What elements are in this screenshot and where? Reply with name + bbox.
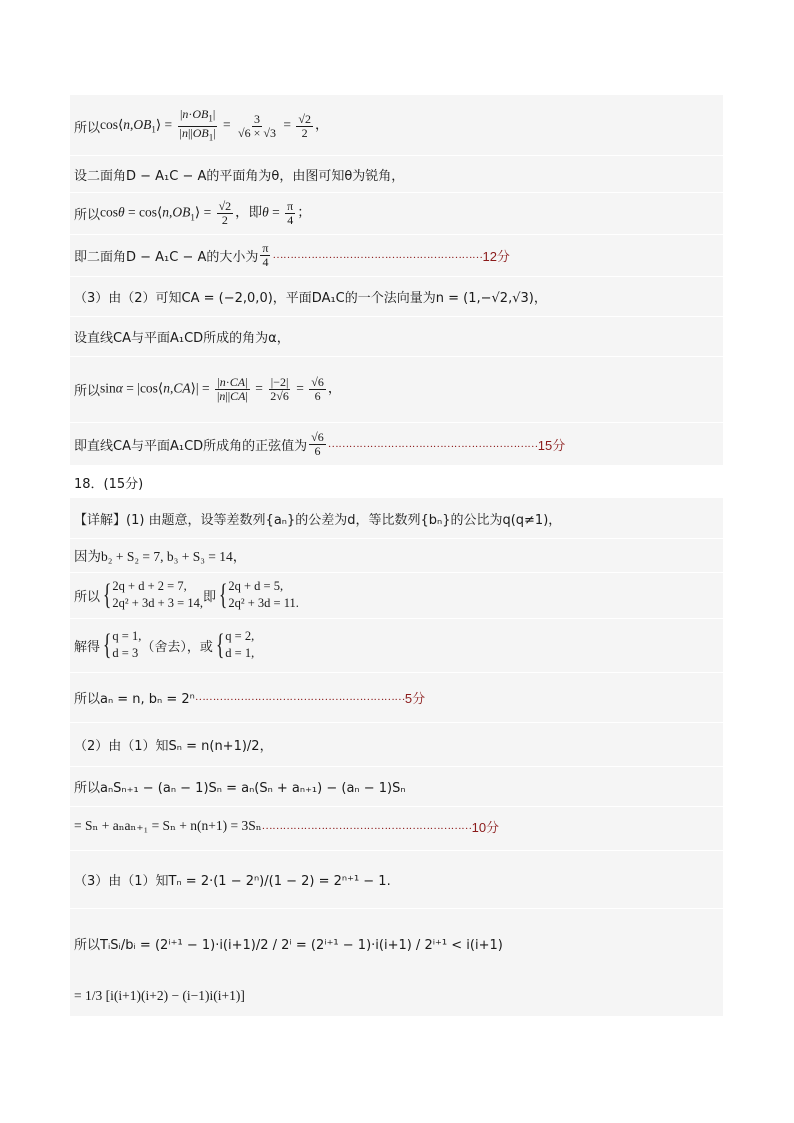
q18-part3-telescope: = 1/3 [i(i+1)(i+2) − (i−1)i(i+1)] xyxy=(70,978,723,1014)
q18-part2-result: = Sₙ + aₙaₙ₊₁ = Sₙ + n(n+1) = 3Sₙ …………………………………………………… 10分 xyxy=(70,808,723,844)
score-15: 15分 xyxy=(537,437,566,453)
q18-detail-line: 【详解】(1) 由题意，设等差数列{aₙ}的公差为d，等比数列{bₙ}的公比为q(q≠1)， xyxy=(70,502,723,534)
line-cos-theta: 所以 $\cos\theta = \cos⟨n,OB_1⟩$ = $\frac{√2}{2}$ ，即θ = $\frac{\pi}{4}$ ； xyxy=(70,194,723,232)
line-part3-vector-ca: （3）由（2）可知CA = (−2,0,0)，平面DA₁C的一个法向量为n = (1,−√2,√3)， xyxy=(70,278,723,314)
q18-system-line: 所以 { 2q + d + 2 = 7, 2q² + 3d + 3 = 14, 即 { 2q + d = 5, 2q² + 3d = 11. xyxy=(70,574,723,616)
line-dihedral-result: 即二面角D − A₁C − A的大小为 $\frac{\pi}{4}$ …………………………………………………… 12分 xyxy=(70,236,723,274)
question-18-header: 18．(15分) xyxy=(74,476,144,492)
line-cos-n-ob1: 所以 $\cos⟨n,OB_1⟩$ = $\frac{|n\cdot OB_1|}{|n||OB_1|}$ = $\frac{3}{√6 \times √3}$ = $\frac{√2}{2}$ ， xyxy=(70,100,723,152)
score-10: 10分 xyxy=(471,819,500,835)
line-sin-alpha: 所以 sinα = |cos⟨n,CA⟩| = $\frac{|n\cdot CA|}{|n||CA|}$ = $\frac{|-2|}{2√6}$ = $\frac{√6}{6}$ ， xyxy=(70,358,723,420)
q18-part2-expand: 所以aₙSₙ₊₁ − (aₙ − 1)Sₙ = aₙ(Sₙ + aₙ₊₁) − (aₙ − 1)Sₙ xyxy=(70,768,723,804)
line-sine-result: 即直线CA与平面A₁CD所成角的正弦值为 $\frac{√6}{6}$ …………………………………………………… 15分 xyxy=(70,424,723,464)
q18-part3-tn: （3）由（1）知Tₙ = 2·(1 − 2ⁿ)/(1 − 2) = 2ⁿ⁺¹ − 1. xyxy=(70,852,723,906)
score-5: 5分 xyxy=(404,690,426,706)
q18-part1-result: 所以aₙ = n, bₙ = 2ⁿ …………………………………………………… 5分 xyxy=(70,674,723,720)
score-12: 12分 xyxy=(482,248,510,264)
q18-solve-line: 解得 { q = 1, d = 3 （舍去），或 { q = 2, d = 1, xyxy=(70,620,723,670)
line-angle-alpha: 设直线CA与平面A₁CD所成的角为α， xyxy=(70,318,723,354)
q18-given-line: 因为b₂ + S₂ = 7, b₃ + S₃ = 14， xyxy=(70,540,723,570)
q18-part2-sn: （2）由（1）知Sₙ = n(n+1)/2， xyxy=(70,724,723,764)
line-dihedral-theta: 设二面角D − A₁C − A的平面角为θ，由图可知θ为锐角， xyxy=(70,158,723,190)
q18-part3-ratio: 所以TᵢSᵢ/bᵢ = (2ⁱ⁺¹ − 1)·i(i+1)/2 / 2ⁱ = (2ⁱ⁺¹ − 1)·i(i+1) / 2ⁱ⁺¹ < i(i+1) xyxy=(70,910,723,976)
formula-cos-n-ob1: $\cos⟨n,OB_1⟩$ = $\frac{|n\cdot OB_1|}{|n||OB_1|}$ = $\frac{3}{√6 \times √3}$ = $\frac{√2}{2}$ ， xyxy=(100,107,329,142)
